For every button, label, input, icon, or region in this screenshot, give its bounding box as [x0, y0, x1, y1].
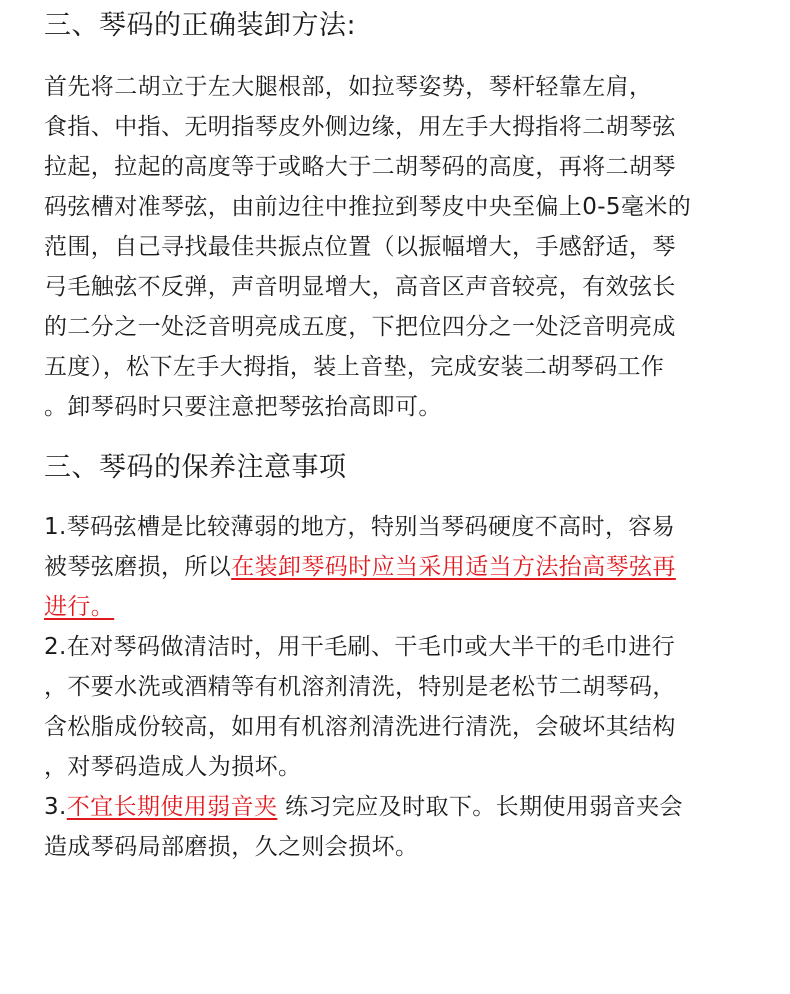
- paragraph-line: 范围，自己寻找最佳共振点位置（以振幅增大，手感舒适，琴: [44, 234, 676, 260]
- list-item-2-line: 含松脂成份较高，如用有机溶剂清洗进行清洗，会破坏其结构: [44, 714, 676, 740]
- list-item-1-text: 被琴弦磨损，所以: [44, 554, 232, 580]
- section-heading-bridge-install: 三、琴码的正确装卸方法:: [44, 10, 357, 41]
- list-item-3-line: [44, 792, 683, 822]
- list-item-2-line: ，对琴码造成人为损坏。: [44, 754, 302, 780]
- list-item-1-line: 1.琴码弦槽是比较薄弱的地方，特别当琴码硬度不高时，容易: [44, 514, 676, 540]
- paragraph-line: 码弦槽对准琴弦，由前边往中推拉到琴皮中央至偏上0-5毫米的: [44, 194, 692, 220]
- paragraph-line: 拉起，拉起的高度等于或略大于二胡琴码的高度，再将二胡琴: [44, 154, 676, 180]
- list-item-2-line: 2.在对琴码做清洁时，用干毛刷、干毛巾或大半干的毛巾进行: [44, 634, 676, 660]
- paragraph-line: 。卸琴码时只要注意把琴弦抬高即可。: [44, 394, 442, 420]
- list-item-1-line: [44, 552, 676, 582]
- list-item-3-number: 3.: [44, 794, 67, 820]
- paragraph-line: 首先将二胡立于左大腿根部，如拉琴姿势，琴杆轻靠左肩，: [44, 74, 653, 100]
- paragraph-line: 五度），松下左手大拇指，装上音垫，完成安装二胡琴码工作: [44, 354, 665, 380]
- paragraph-line: 的二分之一处泛音明亮成五度，下把位四分之一处泛音明亮成: [44, 314, 676, 340]
- highlighted-warning-text: 在装卸琴码时应当采用适当方法抬高琴弦再: [231, 554, 676, 580]
- highlighted-warning-text: 不宜长期使用弱音夹: [66, 794, 278, 820]
- list-item-1-line: [44, 592, 114, 622]
- list-item-3-text: 练习完应及时取下。长期使用弱音夹会: [277, 794, 683, 820]
- highlighted-warning-text: 进行。: [44, 594, 115, 620]
- paragraph-line: 弓毛触弦不反弹，声音明显增大，高音区声音较亮，有效弦长: [44, 274, 676, 300]
- list-item-3-line: 造成琴码局部磨损，久之则会损坏。: [44, 834, 419, 860]
- list-item-2-line: ，不要水洗或酒精等有机溶剂清洗，特别是老松节二胡琴码，: [44, 674, 676, 700]
- section-heading-bridge-care: 三、琴码的保养注意事项: [44, 452, 347, 483]
- paragraph-line: 食指、中指、无明指琴皮外侧边缘，用左手大拇指将二胡琴弦: [44, 114, 676, 140]
